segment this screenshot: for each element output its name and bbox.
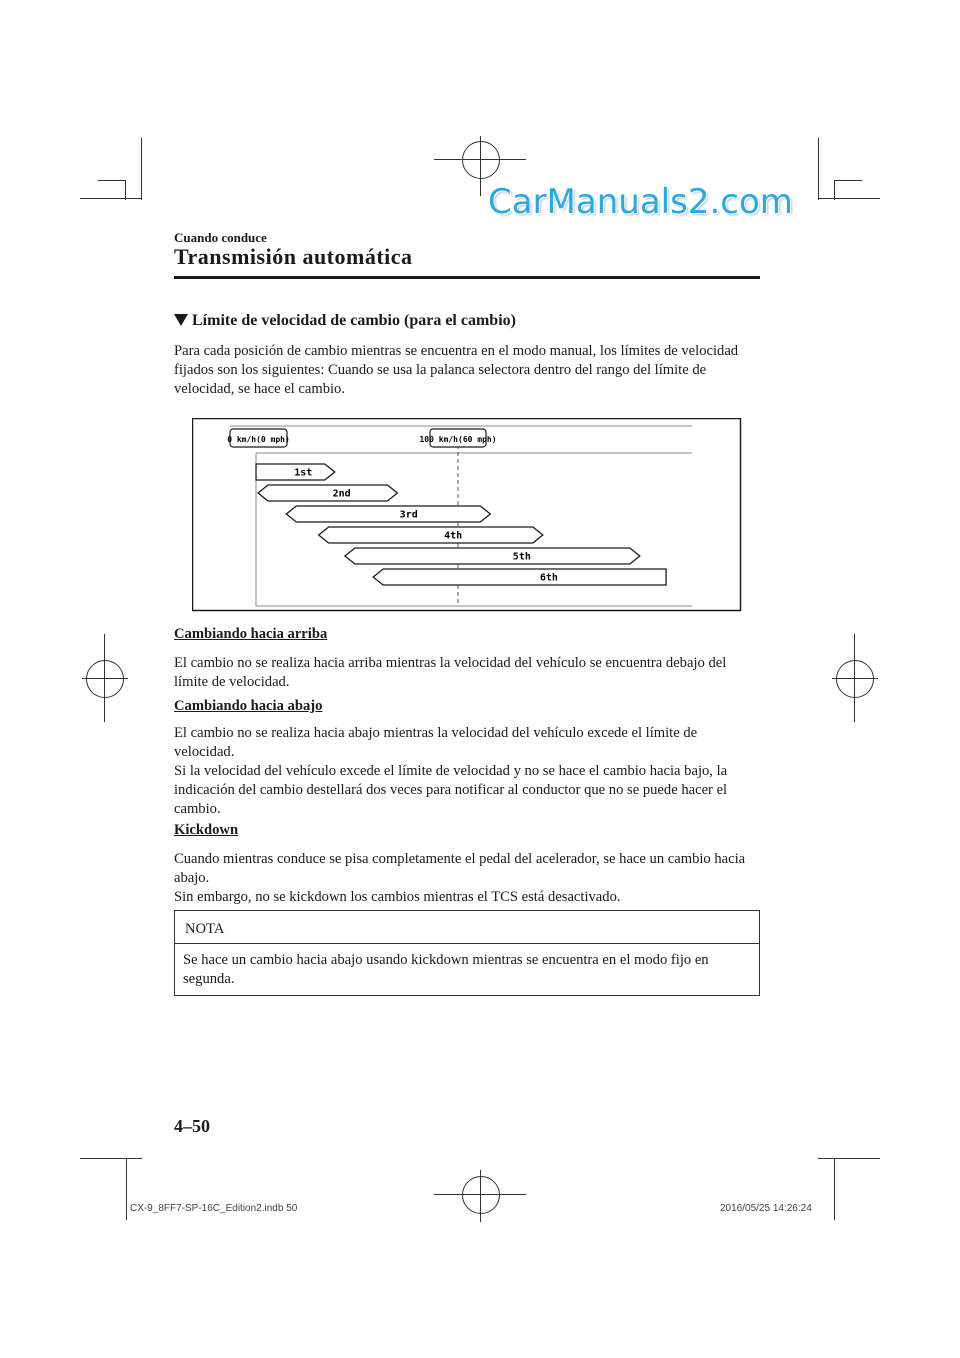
gear-label: 5th: [512, 551, 531, 563]
chapter-label: Cuando conduce: [174, 230, 267, 245]
page-title: Transmisión automática: [174, 244, 413, 269]
gear-bar-shape: [345, 548, 640, 564]
gear-label: 6th: [539, 572, 558, 584]
gear-label: 3rd: [399, 509, 418, 521]
axis-label-min: [227, 429, 290, 447]
title-rule: [174, 276, 760, 279]
note-box: [174, 910, 760, 996]
kickdown-text-2: Sin embargo, no se kickdown los cambios mientras el TCS está desactivado.: [174, 889, 621, 905]
kickdown-heading: Kickdown: [174, 822, 239, 838]
gear-bar-6th: [373, 569, 666, 585]
svg-text:100 km/h(60 mph): 100 km/h(60 mph): [419, 435, 497, 444]
note-title: NOTA: [185, 921, 225, 937]
gear-bar-shape: [319, 527, 543, 543]
note-divider: [175, 943, 759, 944]
downshift-text-1: El cambio no se realiza hacia abajo mientras la velocidad del vehículo excede el límite de velocidad.: [174, 725, 698, 760]
gear-bar-shape: [258, 485, 397, 501]
note-text: Se hace un cambio hacia abajo usando kickdown mientras se encuentra en el modo fijo en segunda.: [183, 952, 709, 987]
intro-paragraph: Para cada posición de cambio mientras se encuentra en el modo manual, los límites de velocidad fijados son los siguientes: Cuando se usa la palanca selectora dentro del rango del límite de velocidad, se hace el cambio.: [174, 343, 739, 397]
gear-bar-shape: [373, 569, 666, 585]
print-file-info: CX-9_8FF7-SP-16C_Edition2.indb 50: [130, 1203, 298, 1214]
gear-bar-5th: [345, 548, 640, 564]
upshift-heading: Cambiando hacia arriba: [174, 626, 328, 642]
gear-label: 4th: [444, 530, 463, 542]
downshift-heading: Cambiando hacia abajo: [174, 698, 323, 714]
gear-label: 2nd: [332, 488, 351, 500]
gear-bar-shape: [286, 506, 490, 522]
watermark-logo: CarManuals2.com: [488, 182, 793, 222]
gear-bar-3rd: [286, 506, 490, 522]
print-date-info: 2016/05/25 14:26:24: [720, 1203, 812, 1214]
upshift-text: El cambio no se realiza hacia arriba mientras la velocidad del vehículo se encuentra debajo del límite de velocidad.: [174, 655, 727, 690]
kickdown-text-1: Cuando mientras conduce se pisa completamente el pedal del acelerador, se hace un cambio hacia abajo.: [174, 851, 746, 886]
section-heading: [174, 312, 516, 330]
shift-speed-chart: [192, 418, 742, 612]
gear-bar-2nd: [258, 485, 397, 501]
downshift-text-2: Si la velocidad del vehículo excede el límite de velocidad y no se hace el cambio hacia bajo, la indicación del cambio destellará dos veces para notificar al conductor que no se puede hacer el cambio.: [174, 763, 728, 817]
section-heading-text: Límite de velocidad de cambio (para el cambio): [192, 312, 516, 329]
gear-bar-4th: [319, 527, 543, 543]
gear-label: 1st: [294, 467, 313, 479]
triangle-down-icon: [174, 314, 188, 326]
page-number: 4–50: [174, 1116, 210, 1136]
gear-bar-1st: [256, 464, 335, 480]
svg-text:0 km/h(0 mph): 0 km/h(0 mph): [227, 435, 290, 444]
axis-label-mid: [419, 429, 496, 447]
